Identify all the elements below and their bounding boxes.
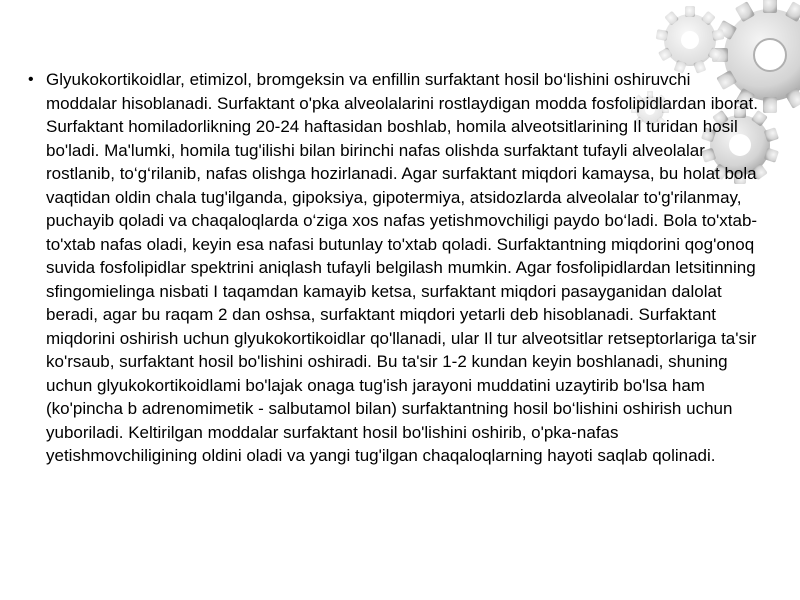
slide-body [28,68,758,468]
bullet-item [28,68,758,468]
body-paragraph: Glyukokortikoidlar, etimizol, bromgeksin va enfillin surfaktant hosil bo‘lishini oshiruvchi moddalar hisoblanadi. Surfaktant o'pka alveolalarini rostlaydigan modda fosfolipidlardan iborat. Surfaktant homiladorlikning 20-24 haftasidan boshlab, homila alveotsitlarining Il turidan hosil bo'ladi. Ma'lumki, homila tug'ilishi bilan birinchi nafas olishda surfaktant tufayli alveolalar rostlanib, to‘g‘rilanib, nafas olishga hozirlanadi. Agar surfaktant miqdori kamaysa, bu holat bola vaqtidan oldin chala tug'ilganda, gipoksiya, gipotermiya, atsidozlarda alveolalar to'g'rilanmay, puchayib qoladi va chaqaloqlarda o‘ziga xos nafas yetishmovchiligi paydo bo‘ladi. Bola to'xtab-to'xtab nafas oladi, keyin esa nafasi butunlay to'xtab qoladi. Surfaktantning miqdorini qog'onoq suvida fosfolipidlar spektrini aniqlash tufayli belgilash mumkin. Agar fosfolipidlardan letsitinning sfingomielinga nisbati I taqamdan kamayib ketsa, surfaktant miqdori pasayganidan dalolat beradi, agar bu raqam 2 dan oshsa, surfaktant miqdori yetarli deb hisoblanadi. Surfaktant miqdorini oshirish uchun glyukokortikoidlar qo'llanadi, ular Il tur alveotsitlar retseptorlariga ta'sir ko'rsaub, surfaktant hosil bo'lishini oshiradi. Bu ta'sir 1-2 kundan keyin boshlanadi, shuning uchun glyukokortikoidlami bo'lajak onaga tug'ish jarayoni muddatini uzaytirib bo'lsa ham (ko'pincha b adrenomimetik - salbutamol bilan) surfaktantning hosil bo‘lishini oshirish uchun yuboriladi. Keltirilgan moddalar surfaktant hosil bo'lishini oshirib, o'pka-nafas yetishmovchiligining oldini oladi va yangi tug'ilgan chaqaloqlarning hayoti saqlab qolinadi. [46,70,759,465]
bullet-marker: • [28,71,34,88]
